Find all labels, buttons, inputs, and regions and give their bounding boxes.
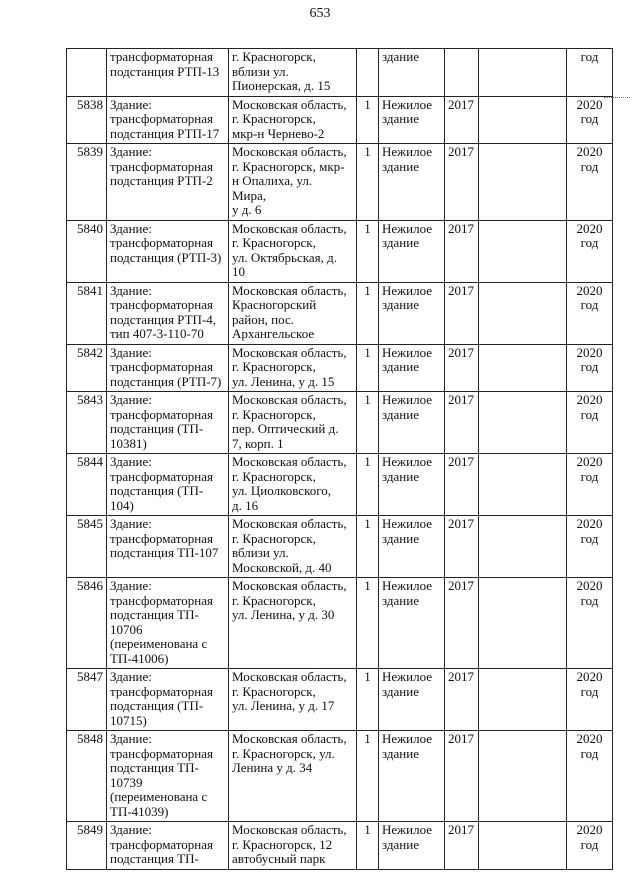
table-row [67,49,613,97]
object-name: Здание: трансформаторная подстанция РТП-2 [107,144,229,221]
deadline-year: 2020 год [567,516,613,578]
object-quantity: 1 [357,392,379,454]
object-quantity: 1 [357,96,379,144]
inclusion-year: 2017 [445,392,479,454]
object-name: Здание: трансформаторная подстанция (ТП- 104) [107,454,229,516]
object-type: Нежилое здание [379,96,445,144]
empty-cell [479,578,567,669]
empty-cell [479,344,567,392]
object-name: Здание: трансформаторная подстанция РТП-4, тип 407-3-110-70 [107,282,229,344]
object-quantity: 1 [357,669,379,731]
object-name: Здание: трансформаторная подстанция (РТП-7) [107,344,229,392]
object-type: Нежилое здание [379,669,445,731]
object-type: Нежилое здание [379,516,445,578]
empty-cell [479,282,567,344]
deadline-year: 2020 год [567,822,613,870]
empty-cell [479,454,567,516]
inclusion-year: 2017 [445,822,479,870]
table-row [67,344,613,392]
object-quantity: 1 [357,282,379,344]
object-type: Нежилое здание [379,822,445,870]
object-quantity: 1 [357,822,379,870]
object-name: Здание: трансформаторная подстанция ТП- 10739 (переименована с ТП-41039) [107,731,229,822]
empty-cell [479,731,567,822]
object-type: здание [379,49,445,97]
entry-number: 5848 [67,731,107,822]
deadline-year: 2020 год [567,282,613,344]
object-type: Нежилое здание [379,344,445,392]
table-row [67,282,613,344]
deadline-year: год [567,49,613,97]
object-quantity: 1 [357,454,379,516]
empty-cell [479,516,567,578]
empty-cell [479,49,567,97]
object-type: Нежилое здание [379,731,445,822]
object-quantity: 1 [357,578,379,669]
table-row [67,96,613,144]
object-type: Нежилое здание [379,392,445,454]
table-row [67,822,613,870]
empty-cell [479,669,567,731]
table-row [67,669,613,731]
object-quantity: 1 [357,516,379,578]
entry-number: 5844 [67,454,107,516]
inclusion-year: 2017 [445,344,479,392]
object-name: Здание: трансформаторная подстанция РТП-17 [107,96,229,144]
table-row [67,578,613,669]
object-address: г. Красногорск, вблизи ул. Пионерская, д. 15 [229,49,357,97]
object-name: трансформаторная подстанция РТП-13 [107,49,229,97]
object-address: Московская область, г. Красногорск, ул. Ленина, у д. 17 [229,669,357,731]
deadline-year: 2020 год [567,454,613,516]
object-name: Здание: трансформаторная подстанция ТП- [107,822,229,870]
deadline-year: 2020 год [567,220,613,282]
object-name: Здание: трансформаторная подстанция ТП-107 [107,516,229,578]
deadline-year: 2020 год [567,392,613,454]
inclusion-year: 2017 [445,96,479,144]
empty-cell [479,392,567,454]
inclusion-year: 2017 [445,454,479,516]
inclusion-year: 2017 [445,282,479,344]
object-address: Московская область, г. Красногорск, ул. Ленина, у д. 15 [229,344,357,392]
entry-number [67,49,107,97]
object-address: Московская область, Красногорский район, пос. Архангельское [229,282,357,344]
deadline-year: 2020 год [567,144,613,221]
inclusion-year: 2017 [445,516,479,578]
deadline-year: 2020 год [567,344,613,392]
object-name: Здание: трансформаторная подстанция (РТП-3) [107,220,229,282]
inclusion-year: 2017 [445,144,479,221]
entry-number: 5847 [67,669,107,731]
object-address: Московская область, г. Красногорск, мкр-н Чернево-2 [229,96,357,144]
table-row [67,731,613,822]
object-address: Московская область, г. Красногорск, 12 автобусный парк [229,822,357,870]
deadline-year: 2020 год [567,731,613,822]
entry-number: 5846 [67,578,107,669]
empty-cell [479,220,567,282]
object-type: Нежилое здание [379,282,445,344]
table-row [67,220,613,282]
table-row [67,454,613,516]
table-row [67,516,613,578]
object-address: Московская область, г. Красногорск, вблизи ул. Московской, д. 40 [229,516,357,578]
entry-number: 5841 [67,282,107,344]
inclusion-year: 2017 [445,669,479,731]
object-address: Московская область, г. Красногорск, мкр- н Опалиха, ул. Мира, у д. 6 [229,144,357,221]
object-type: Нежилое здание [379,144,445,221]
deadline-year: 2020 год [567,96,613,144]
inclusion-year: 2017 [445,578,479,669]
object-address: Московская область, г. Красногорск, пер. Оптический д. 7, корп. 1 [229,392,357,454]
entry-number: 5845 [67,516,107,578]
object-name: Здание: трансформаторная подстанция (ТП- 10381) [107,392,229,454]
object-quantity: 1 [357,144,379,221]
object-quantity: 1 [357,220,379,282]
entry-number: 5843 [67,392,107,454]
object-name: Здание: трансформаторная подстанция (ТП- 10715) [107,669,229,731]
entry-number: 5842 [67,344,107,392]
object-type: Нежилое здание [379,454,445,516]
empty-cell [479,144,567,221]
inclusion-year [445,49,479,97]
entry-number: 5838 [67,96,107,144]
object-quantity [357,49,379,97]
entry-number: 5839 [67,144,107,221]
inclusion-year: 2017 [445,731,479,822]
object-address: Московская область, г. Красногорск, ул. Ленина, у д. 30 [229,578,357,669]
page-number: 653 [309,6,331,21]
property-registry-table [66,48,613,870]
object-address: Московская область, г. Красногорск, ул. Октябрьская, д. 10 [229,220,357,282]
object-type: Нежилое здание [379,578,445,669]
object-quantity: 1 [357,731,379,822]
object-name: Здание: трансформаторная подстанция ТП- 10706 (переименована с ТП-41006) [107,578,229,669]
entry-number: 5849 [67,822,107,870]
object-type: Нежилое здание [379,220,445,282]
deadline-year: 2020 год [567,578,613,669]
object-quantity: 1 [357,344,379,392]
empty-cell [479,822,567,870]
object-address: Московская область, г. Красногорск, ул. Циолковского, д. 16 [229,454,357,516]
entry-number: 5840 [67,220,107,282]
empty-cell [479,96,567,144]
table-row [67,392,613,454]
inclusion-year: 2017 [445,220,479,282]
table-row [67,144,613,221]
scan-artifact-mark [604,97,630,98]
deadline-year: 2020 год [567,669,613,731]
object-address: Московская область, г. Красногорск, ул. Ленина у д. 34 [229,731,357,822]
